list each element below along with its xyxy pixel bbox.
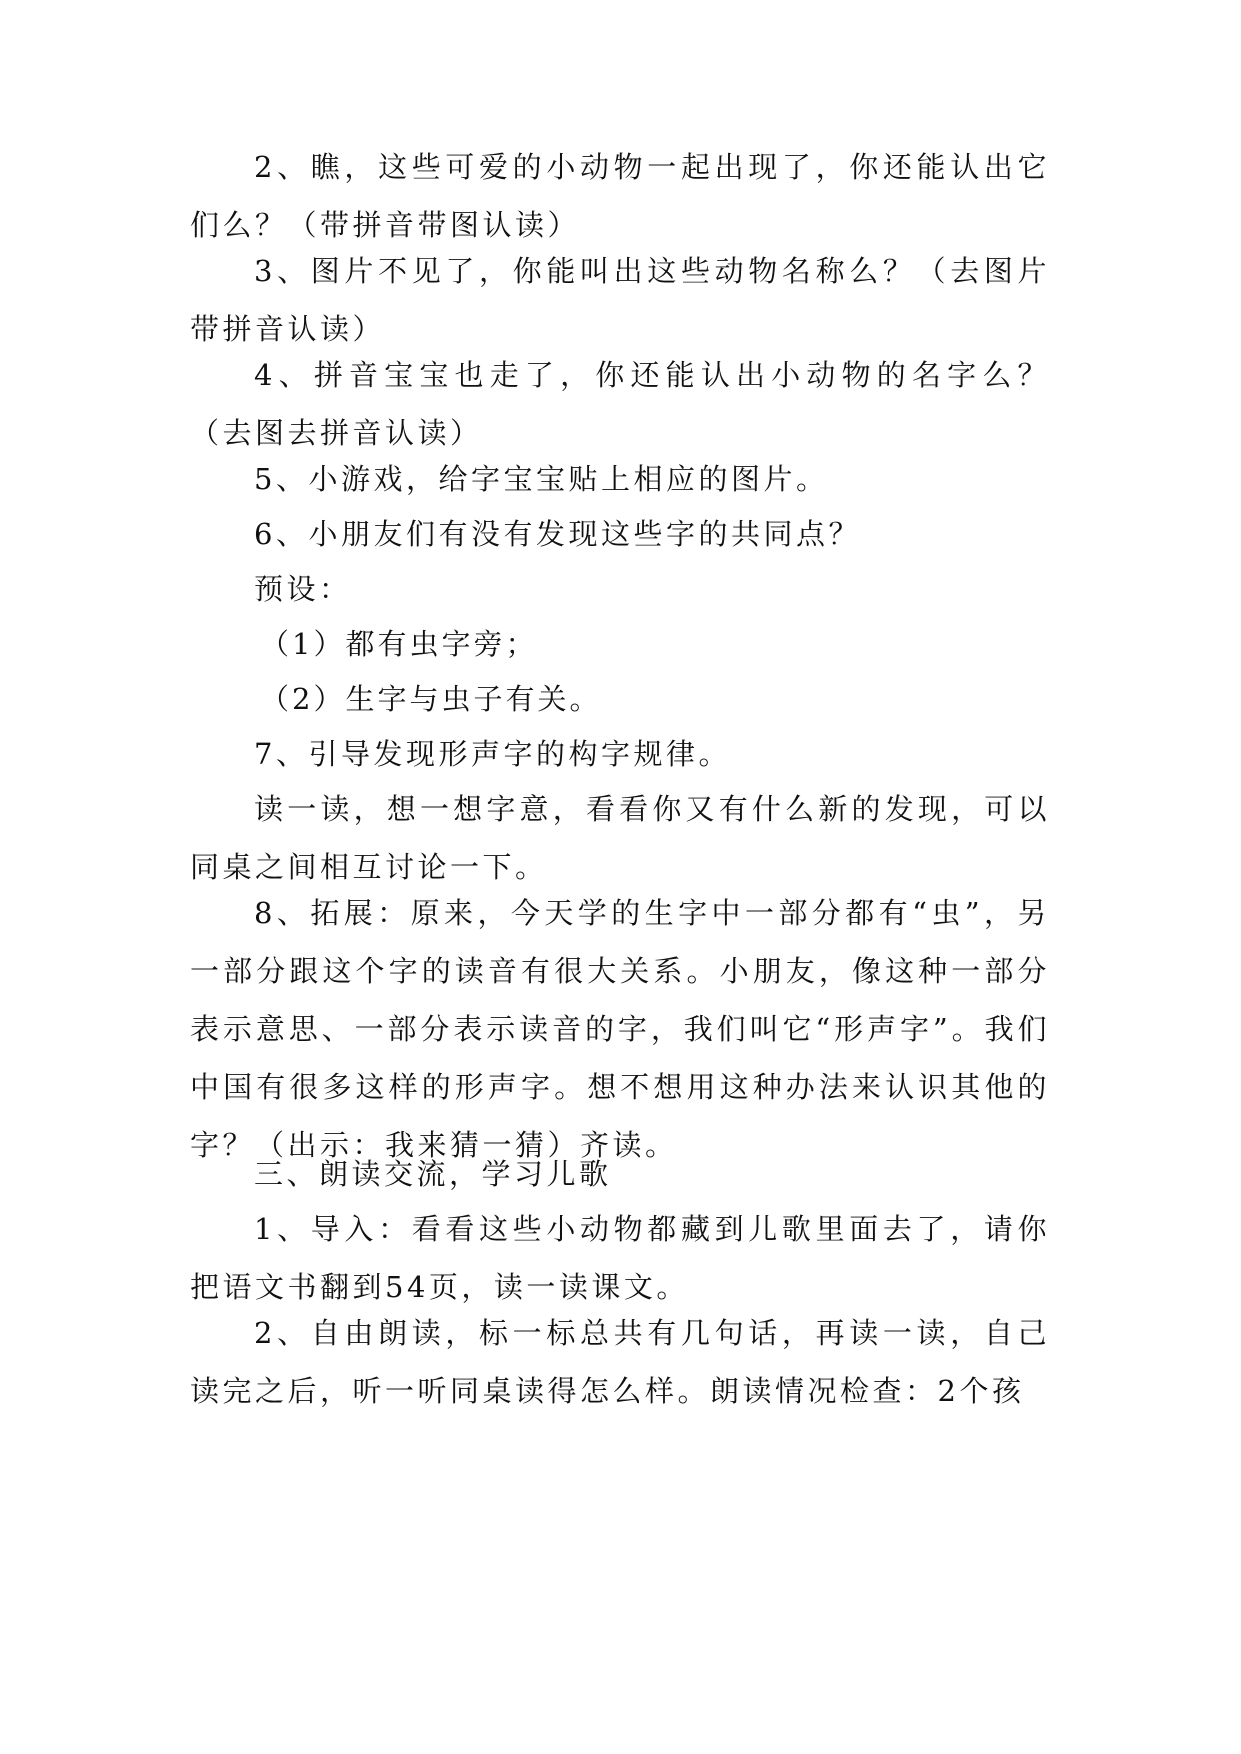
section-heading-3: 三、朗读交流，学习儿歌 <box>254 1157 612 1191</box>
paragraph-step-6: 6、小朋友们有没有发现这些字的共同点？ <box>254 517 861 551</box>
paragraph-preset-label: 预设： <box>254 572 352 606</box>
paragraph-step-4: 4、拼音宝宝也走了，你还能认出小动物的名字么？（去图去拼音认读） <box>190 358 1050 450</box>
paragraph-preset-item-1: （1）都有虫字旁； <box>260 627 538 661</box>
paragraph-step-5: 5、小游戏，给字宝宝贴上相应的图片。 <box>254 462 829 496</box>
paragraph-section3-step-1: 1、导入：看看这些小动物都藏到儿歌里面去了，请你把语文书翻到54页，读一读课文。 <box>190 1212 1050 1304</box>
paragraph-step-7: 7、引导发现形声字的构字规律。 <box>254 737 731 771</box>
paragraph-preset-item-2: （2）生字与虫子有关。 <box>260 682 602 716</box>
paragraph-step-3: 3、图片不见了，你能叫出这些动物名称么？（去图片带拼音认读） <box>190 254 1050 346</box>
paragraph-step-2: 2、瞧，这些可爱的小动物一起出现了，你还能认出它们么？（带拼音带图认读） <box>190 150 1050 242</box>
paragraph-read-discuss: 读一读，想一想字意，看看你又有什么新的发现，可以同桌之间相互讨论一下。 <box>190 792 1050 884</box>
paragraph-step-8-extension: 8、拓展：原来，今天学的生字中一部分都有“虫”，另一部分跟这个字的读音有很大关系。小朋友，像这种一部分表示意思、一部分表示读音的字，我们叫它“形声字”。我们中国有很多这样的形声字。想不想用这种办法来认识其他的字？（出示：我来猜一猜）齐读。 <box>190 896 1050 1162</box>
paragraph-section3-step-2: 2、自由朗读，标一标总共有几句话，再读一读，自己读完之后，听一听同桌读得怎么样。朗读情况检查：2个孩 <box>190 1316 1050 1408</box>
